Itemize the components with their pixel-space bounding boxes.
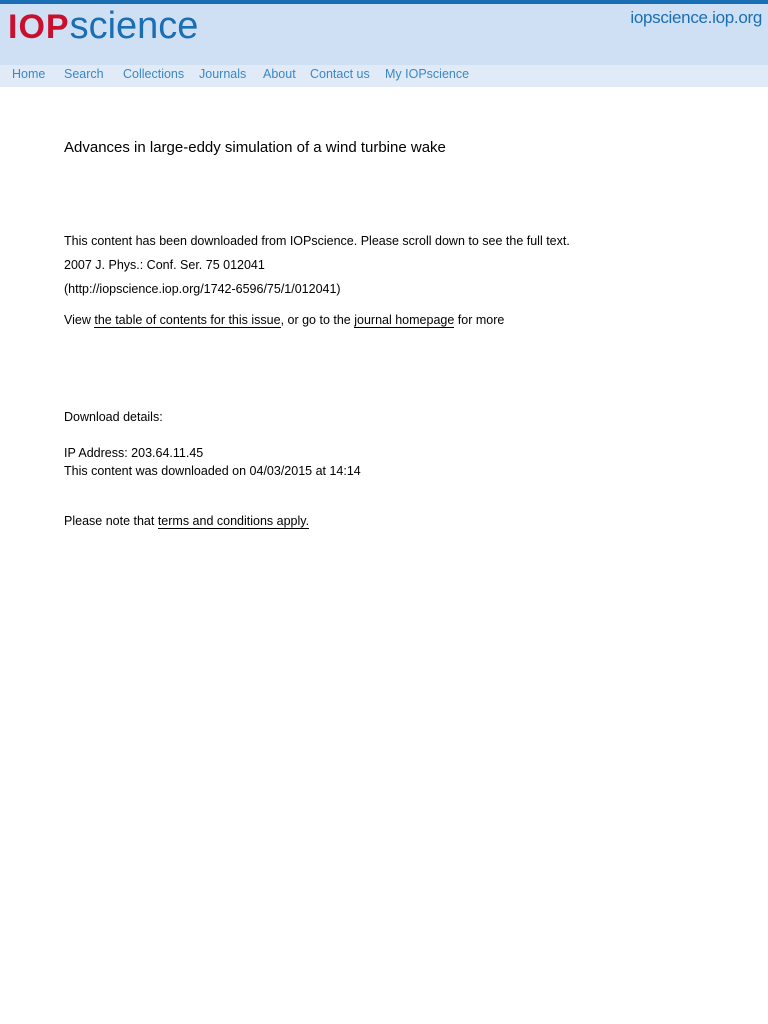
terms-prefix-text: Please note that	[64, 514, 158, 528]
nav-journals[interactable]: Journals	[199, 67, 247, 81]
view-suffix-text: for more	[454, 313, 505, 327]
site-header	[0, 4, 768, 65]
table-of-contents-link[interactable]: the table of contents for this issue	[94, 313, 281, 327]
article-citation: 2007 J. Phys.: Conf. Ser. 75 012041	[64, 258, 265, 272]
iopscience-logo[interactable]	[8, 7, 198, 53]
download-notice: This content has been downloaded from IOPscience. Please scroll down to see the full text.	[64, 234, 570, 248]
nav-contact-us[interactable]: Contact us	[310, 67, 370, 81]
nav-home[interactable]: Home	[12, 67, 46, 81]
journal-homepage-link[interactable]: journal homepage	[354, 313, 455, 327]
nav-my-iopscience[interactable]: My IOPscience	[385, 67, 470, 81]
terms-and-conditions-link[interactable]: terms and conditions apply.	[157, 514, 310, 528]
nav-collections[interactable]: Collections	[123, 67, 185, 81]
article-url: (http://iopscience.iop.org/1742-6596/75/1/012041)	[64, 282, 341, 296]
logo-iop-text: IOP	[8, 8, 70, 46]
ip-address-line: IP Address: 203.64.11.45	[64, 446, 204, 460]
terms-line	[64, 513, 309, 529]
article-title: Advances in large-eddy simulation of a wind turbine wake	[64, 139, 446, 156]
nav-about[interactable]: About	[263, 67, 296, 81]
site-url-link[interactable]: iopscience.iop.org	[630, 8, 762, 27]
nav-search[interactable]: Search	[64, 67, 104, 81]
view-middle-text: , or go to the	[280, 313, 355, 327]
download-date-line: This content was downloaded on 04/03/2015 at 14:14	[64, 464, 361, 478]
main-nav	[0, 65, 768, 87]
logo-science-text: science	[69, 5, 199, 47]
download-details-heading: Download details:	[64, 410, 163, 424]
view-links-line	[64, 312, 504, 328]
view-prefix-text: View	[64, 313, 95, 327]
